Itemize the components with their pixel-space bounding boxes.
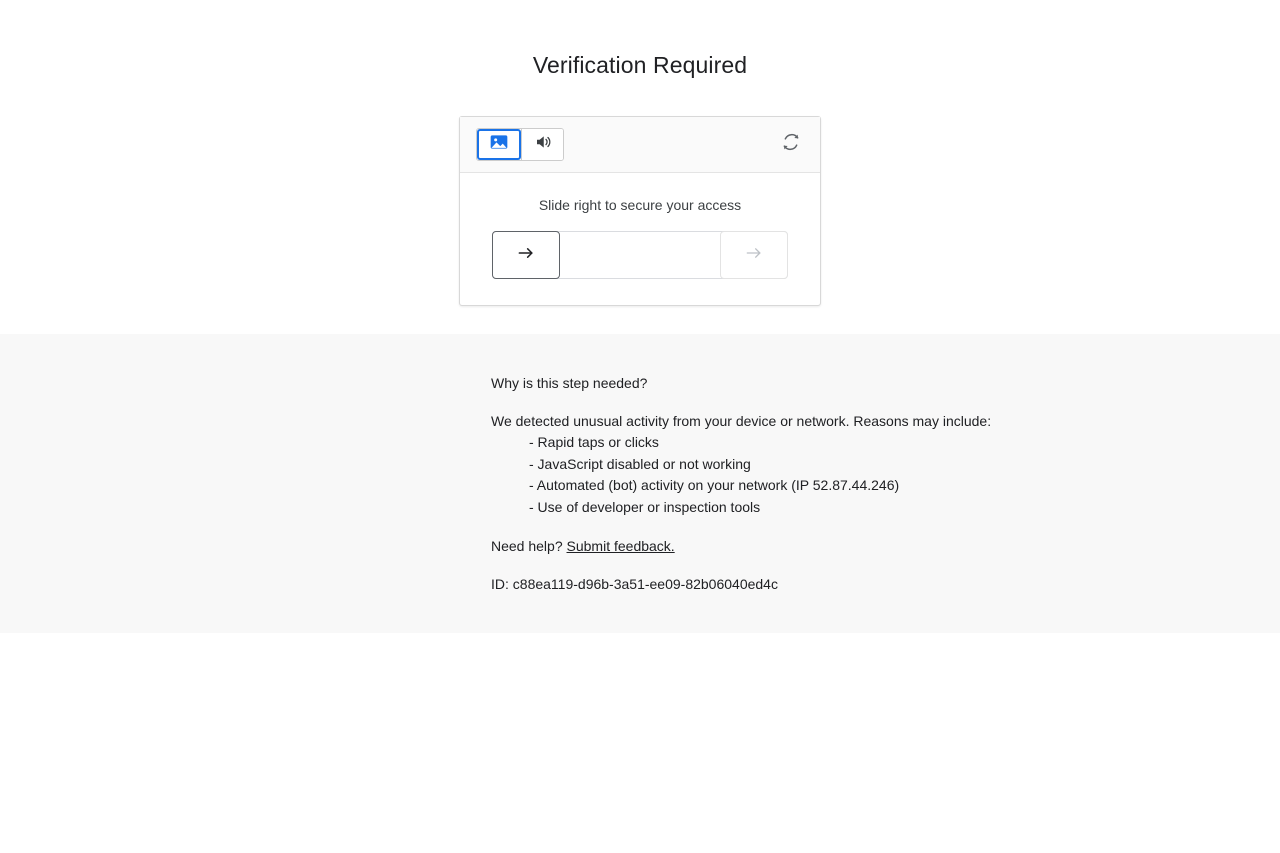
submit-feedback-link[interactable]: Submit feedback.: [566, 538, 675, 554]
captcha-card: [459, 116, 821, 306]
arrow-right-icon: [744, 243, 764, 268]
captcha-header: [460, 117, 820, 173]
challenge-mode-toggle[interactable]: [476, 128, 564, 161]
slider-target: [720, 231, 788, 279]
info-question: Why is this step needed?: [491, 375, 648, 391]
info-lead: We detected unusual activity from your device or network. Reasons may include:: [491, 412, 992, 429]
slider-instruction: Slide right to secure your access: [538, 197, 742, 213]
list-item: - Use of developer or inspection tools: [529, 498, 761, 515]
slider-handle[interactable]: [492, 231, 560, 279]
audio-mode-button[interactable]: [521, 129, 563, 160]
image-icon: [489, 132, 509, 157]
list-item: - JavaScript disabled or not working: [529, 455, 751, 472]
slider-track[interactable]: [492, 231, 788, 279]
refresh-button[interactable]: [778, 132, 804, 158]
verification-id: ID: c88ea119-d96b-3a51-ee09-82b06040ed4c: [491, 575, 778, 592]
page-title: Verification Required: [532, 52, 748, 78]
image-mode-button[interactable]: [477, 129, 521, 160]
refresh-icon: [781, 132, 801, 157]
help-prefix: Need help?: [491, 538, 563, 554]
help-line: [491, 538, 1130, 556]
audio-icon: [534, 133, 552, 156]
list-item: - Rapid taps or clicks: [529, 434, 659, 450]
arrow-right-icon: [516, 243, 536, 268]
captcha-body: [460, 173, 820, 305]
list-item: - Automated (bot) activity on your network (IP 52.87.44.246): [529, 477, 900, 493]
info-panel: [0, 334, 1280, 633]
reason-list: [491, 432, 1130, 518]
captcha-container: [0, 116, 1280, 306]
